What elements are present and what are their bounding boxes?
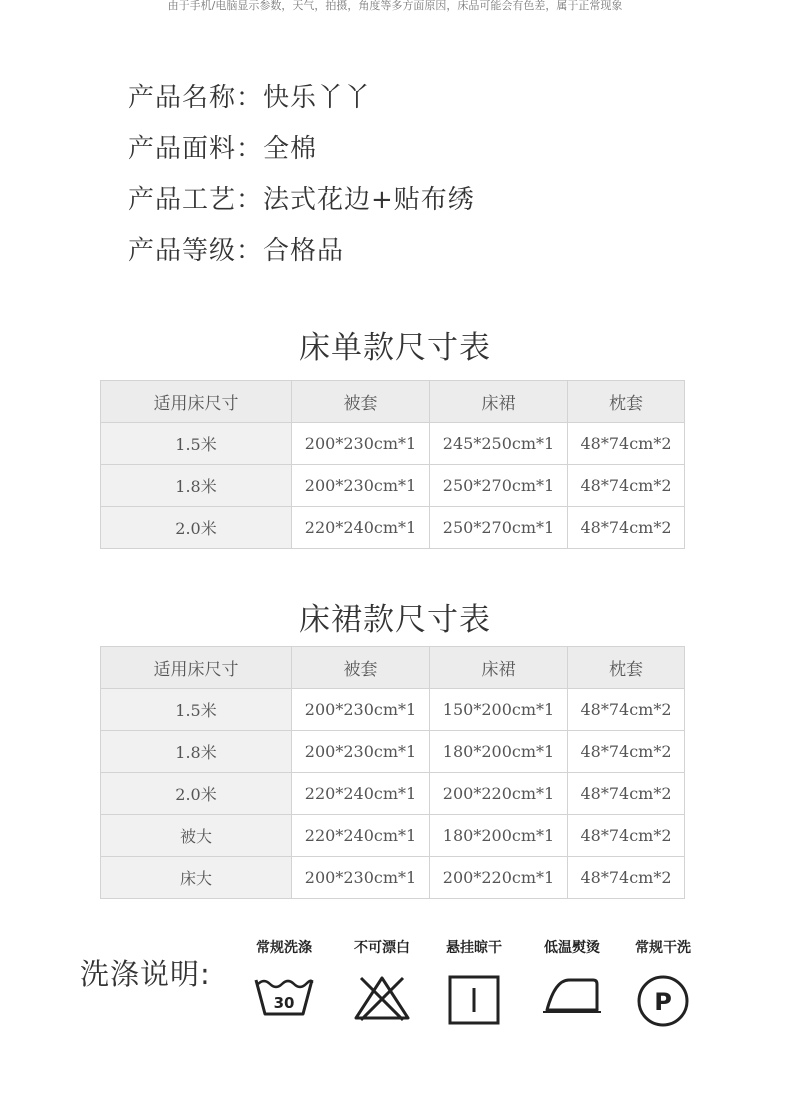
info-line-fabric bbox=[128, 121, 475, 172]
table-cell: 被大 bbox=[101, 815, 292, 857]
header-bed-size: 适用床尺寸 bbox=[101, 647, 292, 689]
sheet-size-table bbox=[100, 380, 685, 549]
table-row bbox=[101, 815, 685, 857]
table-cell: 48*74cm*2 bbox=[568, 815, 685, 857]
table-cell: 2.0米 bbox=[101, 507, 292, 549]
table-cell: 200*230cm*1 bbox=[292, 465, 430, 507]
table-row bbox=[101, 507, 685, 549]
table-cell: 220*240cm*1 bbox=[292, 773, 430, 815]
wash-30-icon bbox=[253, 974, 315, 1016]
header-bed-skirt: 床裙 bbox=[430, 647, 568, 689]
info-line-grade bbox=[128, 223, 475, 274]
wash-item-dry-clean bbox=[618, 938, 708, 1028]
wash-label: 常规干洗 bbox=[635, 940, 691, 956]
wash-label: 不可漂白 bbox=[354, 940, 410, 956]
info-label: 产品等级： bbox=[128, 236, 264, 266]
table-cell: 250*270cm*1 bbox=[430, 507, 568, 549]
product-info bbox=[128, 70, 475, 274]
table-cell: 200*230cm*1 bbox=[292, 423, 430, 465]
info-label: 产品工艺： bbox=[128, 185, 264, 215]
table-cell: 180*200cm*1 bbox=[430, 815, 568, 857]
wash-label: 悬挂晾干 bbox=[446, 940, 502, 956]
info-value: 全棉 bbox=[263, 134, 318, 164]
table-cell: 48*74cm*2 bbox=[568, 423, 685, 465]
table-cell: 1.8米 bbox=[101, 465, 292, 507]
iron-low-icon bbox=[541, 974, 603, 1016]
table-cell: 200*230cm*1 bbox=[292, 689, 430, 731]
info-line-craft bbox=[128, 172, 475, 223]
header-duvet-cover: 被套 bbox=[292, 381, 430, 423]
table-row bbox=[101, 731, 685, 773]
dry-clean-letter: P bbox=[654, 988, 672, 1016]
table-cell: 200*230cm*1 bbox=[292, 857, 430, 899]
info-value: 法式花边+贴布绣 bbox=[263, 185, 475, 215]
wash-item-no-bleach bbox=[337, 938, 427, 1022]
wash-label: 常规洗涤 bbox=[256, 940, 312, 956]
table-cell: 1.5米 bbox=[101, 689, 292, 731]
table-header-row bbox=[101, 647, 685, 689]
table-row bbox=[101, 423, 685, 465]
table-cell: 1.8米 bbox=[101, 731, 292, 773]
table-cell: 1.5米 bbox=[101, 423, 292, 465]
dry-clean-p-icon bbox=[635, 974, 691, 1028]
table-row bbox=[101, 465, 685, 507]
info-line-name bbox=[128, 70, 475, 121]
header-bed-skirt: 床裙 bbox=[430, 381, 568, 423]
table-row bbox=[101, 857, 685, 899]
header-pillowcase: 枕套 bbox=[568, 647, 685, 689]
table-cell: 48*74cm*2 bbox=[568, 731, 685, 773]
wash-item-normal-wash bbox=[239, 938, 329, 1016]
table-cell: 床大 bbox=[101, 857, 292, 899]
table-cell: 250*270cm*1 bbox=[430, 465, 568, 507]
wash-instructions-title: 洗涤说明: bbox=[80, 957, 211, 991]
wash-item-low-iron bbox=[527, 938, 617, 1016]
table-cell: 48*74cm*2 bbox=[568, 689, 685, 731]
skirt-size-table bbox=[100, 646, 685, 899]
color-disclaimer: 由于手机/电脑显示参数，天气，拍摄，角度等多方面原因，床品可能会有色差，属于正常现象 bbox=[167, 0, 623, 12]
table-cell: 2.0米 bbox=[101, 773, 292, 815]
header-pillowcase: 枕套 bbox=[568, 381, 685, 423]
no-bleach-icon bbox=[351, 974, 413, 1022]
wash-temperature: 30 bbox=[273, 994, 295, 1012]
table-cell: 48*74cm*2 bbox=[568, 507, 685, 549]
table-header-row bbox=[101, 381, 685, 423]
table-cell: 150*200cm*1 bbox=[430, 689, 568, 731]
info-value: 合格品 bbox=[263, 236, 345, 266]
table-cell: 200*230cm*1 bbox=[292, 731, 430, 773]
table-cell: 245*250cm*1 bbox=[430, 423, 568, 465]
table-cell: 180*200cm*1 bbox=[430, 731, 568, 773]
table-cell: 48*74cm*2 bbox=[568, 773, 685, 815]
table-cell: 200*220cm*1 bbox=[430, 773, 568, 815]
wash-label: 低温熨烫 bbox=[544, 940, 600, 956]
header-duvet-cover: 被套 bbox=[292, 647, 430, 689]
table-cell: 48*74cm*2 bbox=[568, 465, 685, 507]
info-label: 产品面料： bbox=[128, 134, 264, 164]
header-bed-size: 适用床尺寸 bbox=[101, 381, 292, 423]
table-cell: 200*220cm*1 bbox=[430, 857, 568, 899]
sheet-size-table-title: 床单款尺寸表 bbox=[299, 330, 491, 366]
table-cell: 220*240cm*1 bbox=[292, 815, 430, 857]
table-row bbox=[101, 773, 685, 815]
table-cell: 48*74cm*2 bbox=[568, 857, 685, 899]
table-cell: 220*240cm*1 bbox=[292, 507, 430, 549]
wash-item-line-dry bbox=[429, 938, 519, 1026]
info-value: 快乐丫丫 bbox=[263, 83, 372, 113]
line-dry-icon bbox=[446, 974, 502, 1026]
info-label: 产品名称： bbox=[128, 83, 264, 113]
skirt-size-table-title: 床裙款尺寸表 bbox=[299, 602, 491, 638]
table-row bbox=[101, 689, 685, 731]
